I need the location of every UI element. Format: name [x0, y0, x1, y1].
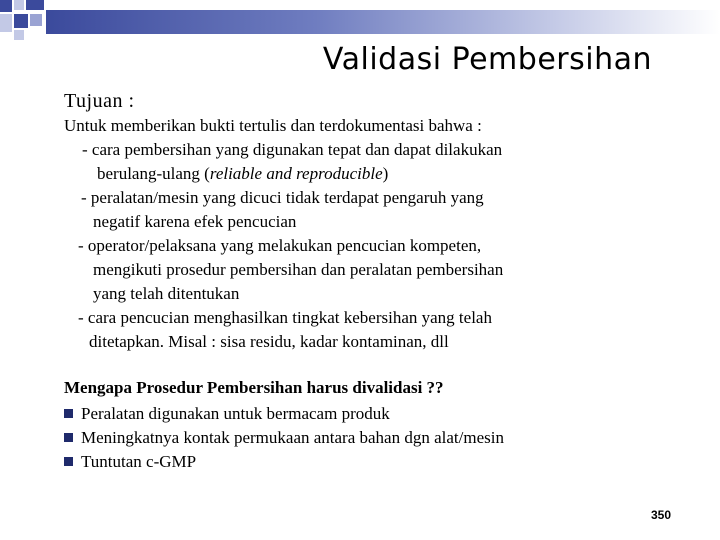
point-1-line-2: berulang-ulang (reliable and reproducible) — [97, 164, 389, 183]
tujuan-heading: Tujuan : — [64, 90, 135, 112]
point-1-italic: reliable and reproducible — [209, 164, 383, 183]
page-number: 350 — [651, 508, 672, 522]
point-2-line-1: - peralatan/mesin yang dicuci tidak terdapat pengaruh yang — [81, 188, 484, 207]
header-gradient-bar — [46, 10, 720, 34]
point-1-line-1: - cara pembersihan yang digunakan tepat dan dapat dilakukan — [82, 140, 503, 159]
square-bullet-icon — [64, 457, 73, 466]
list-item: Tuntutan c-GMP — [64, 452, 196, 472]
point-3-line-1: - operator/pelaksana yang melakukan pencucian kompeten, — [78, 236, 482, 255]
intro-text: Untuk memberikan bukti tertulis dan terdokumentasi bahwa : — [64, 116, 482, 135]
question-heading: Mengapa Prosedur Pembersihan harus divalidasi ?? — [64, 378, 444, 397]
point-2-line-2: negatif karena efek pencucian — [93, 212, 297, 231]
point-3-line-3: yang telah ditentukan — [93, 284, 240, 303]
slide-title: Validasi Pembersihan — [322, 42, 652, 77]
point-3-line-2: mengikuti prosedur pembersihan dan peralatan pembersihan — [93, 260, 504, 279]
list-item: Meningkatnya kontak permukaan antara bahan dgn alat/mesin — [64, 428, 504, 448]
square-bullet-icon — [64, 433, 73, 442]
point-4-line-1: - cara pencucian menghasilkan tingkat kebersihan yang telah — [78, 308, 492, 327]
square-bullet-icon — [64, 409, 73, 418]
point-4-line-2: ditetapkan. Misal : sisa residu, kadar kontaminan, dll — [89, 332, 449, 351]
list-item: Peralatan digunakan untuk bermacam produk — [64, 404, 390, 424]
